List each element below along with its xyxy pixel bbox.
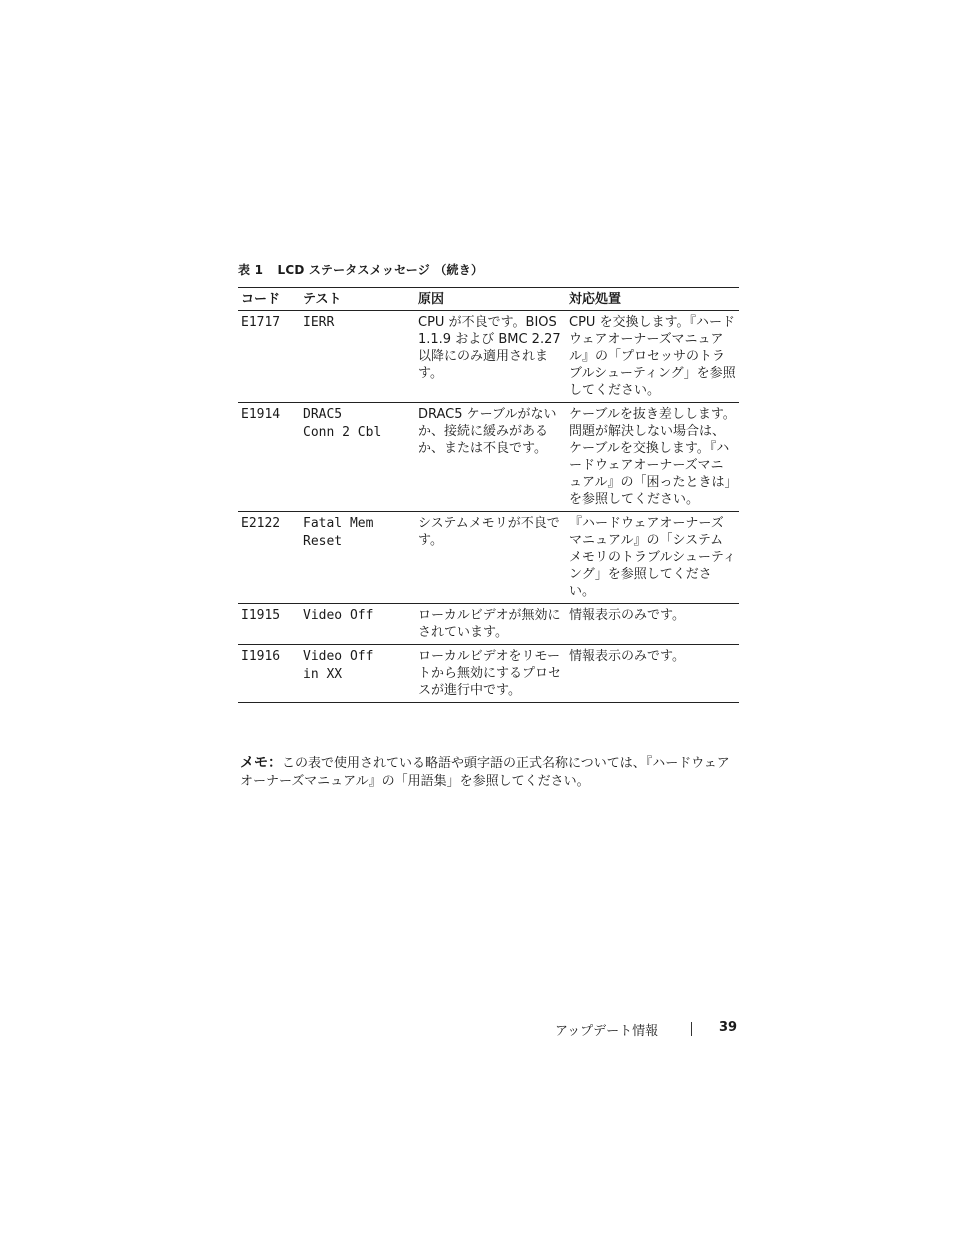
note-label: メモ：	[240, 755, 282, 771]
footer-separator	[691, 1022, 692, 1036]
note-text: この表で使用されている略語や頭字語の正式名称については、『ハードウェアオーナーズマニュアル』の「用語集」を参照してください。	[240, 756, 730, 789]
table-number: 表 1	[238, 263, 264, 277]
cell-cause: CPU が不良です。BIOS 1.1.9 および BMC 2.27 以降にのみ適用されます。	[415, 311, 566, 403]
table-row	[238, 645, 739, 703]
table-row	[238, 512, 739, 604]
cell-cause: DRAC5 ケーブルがないか、接続に緩みがあるか、または不良です。	[415, 403, 566, 512]
table-caption	[238, 261, 483, 278]
table-row	[238, 311, 739, 403]
cell-action: 情報表示のみです。	[566, 604, 739, 645]
cell-action: ケーブルを抜き差しします。問題が解決しない場合は、ケーブルを交換します。『ハードウェアオーナーズマニュアル』の「困ったときは」を参照してください。	[566, 403, 739, 512]
cell-cause: ローカルビデオが無効にされています。	[415, 604, 566, 645]
header-action: 対応処置	[566, 288, 739, 311]
header-cause: 原因	[415, 288, 566, 311]
table-title: LCD ステータスメッセージ （続き）	[277, 263, 484, 277]
cell-test: Video Off	[300, 604, 415, 645]
header-test: テスト	[300, 288, 415, 311]
table-note	[240, 754, 740, 791]
cell-code: I1915	[238, 604, 300, 645]
cell-code: E1717	[238, 311, 300, 403]
lcd-status-table	[238, 287, 739, 703]
cell-cause: システムメモリが不良です。	[415, 512, 566, 604]
cell-action: 『ハードウェアオーナーズマニュアル』の「システムメモリのトラブルシューティング」を参照してください。	[566, 512, 739, 604]
page-number: 39	[719, 1020, 738, 1035]
cell-test: Video Off in XX	[300, 645, 415, 703]
cell-test: IERR	[300, 311, 415, 403]
cell-code: I1916	[238, 645, 300, 703]
table-row	[238, 403, 739, 512]
header-code: コード	[238, 288, 300, 311]
cell-cause: ローカルビデオをリモートから無効にするプロセスが進行中です。	[415, 645, 566, 703]
cell-code: E2122	[238, 512, 300, 604]
cell-code: E1914	[238, 403, 300, 512]
cell-test: Fatal Mem Reset	[300, 512, 415, 604]
cell-action: 情報表示のみです。	[566, 645, 739, 703]
cell-test: DRAC5 Conn 2 Cbl	[300, 403, 415, 512]
table-row	[238, 604, 739, 645]
footer-section-title: アップデート情報	[555, 1024, 659, 1039]
cell-action: CPU を交換します。『ハードウェアオーナーズマニュアル』の「プロセッサのトラブルシューティング」を参照してください。	[566, 311, 739, 403]
table-header-row	[238, 288, 739, 311]
